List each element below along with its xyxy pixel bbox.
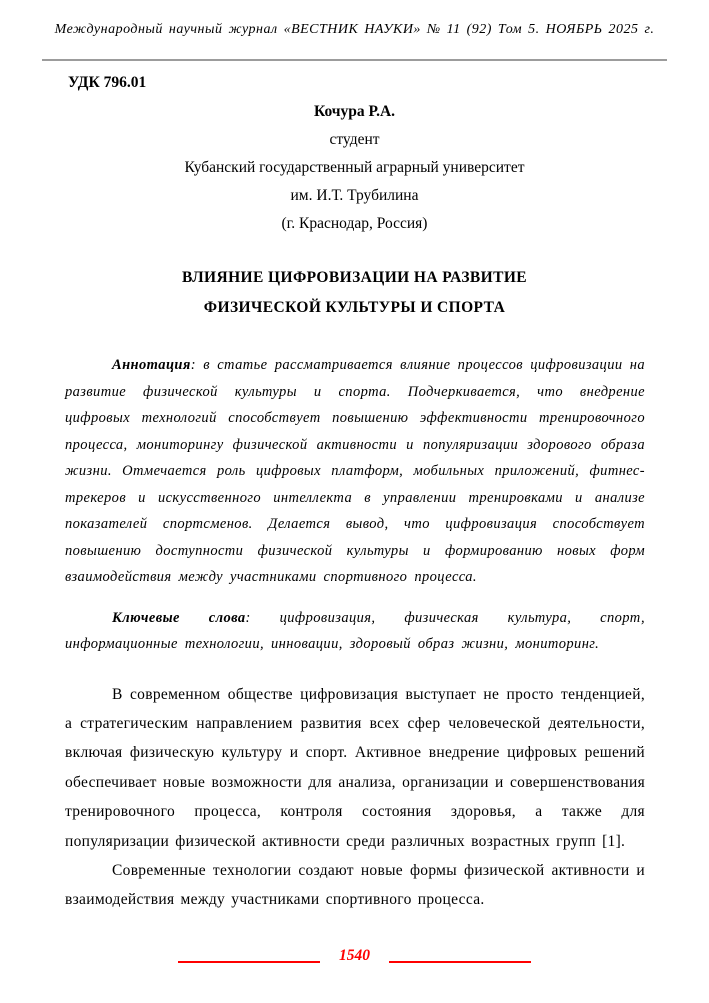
page-number: 1540 [339,947,370,964]
keywords-text: : цифровизация, физическая культура, спорт, информационные технологии, инновации, здоровый образ жизни, мониторинг. [65,609,646,652]
author-affiliation-line1: Кубанский государственный аграрный университет [184,159,525,176]
article-title-line2: ФИЗИЧЕСКОЙ КУЛЬТУРЫ И СПОРТА [203,299,506,316]
footer-rule-left [178,961,320,963]
author-block [0,98,709,238]
header-divider [42,59,667,61]
keywords-label: Ключевые слова [112,609,246,626]
abstract-label: Аннотация [112,357,191,373]
author-affiliation-line2: им. И.Т. Трубилина [290,187,419,204]
body-paragraph-1: В современном обществе цифровизация выступает не просто тенденцией, а стратегическим направлением развития всех сфер человеческой деятельности, включая физическую культуру и спорт. Активное внедрение цифровых решений обеспечивает новые возможности для анализа, организации и совершенствования тренировочного процесса, контроля состояния здоровья, а также для популяризации физической активности среди различных возрастных групп [1]. [65,685,645,850]
body-paragraph-2: Современные технологии создают новые формы физической активности и взаимодействия между участниками спортивного процесса. [65,861,645,909]
abstract-text: : в статье рассматривается влияние процессов цифровизации на развитие физической культуры и спорта. Подчеркивается, что внедрение цифровых технологий способствует повышению эффективности тренировочного процесса, мониторингу физической активности и популяризации здорового образа жизни. Отмечается роль цифровых платформ, мобильных приложений, фитнес-трекеров и искусственного интеллекта в управлении тренировками и анализе показателей спортсменов. Делается вывод, что цифровизация способствует повышению доступности физической культуры и формированию новых форм взаимодействия между участниками спортивного процесса. [65,357,645,585]
article-title [0,263,709,323]
author-location: (г. Краснодар, Россия) [281,215,428,232]
abstract-paragraph [65,352,645,591]
footer-rule-right [389,961,531,963]
article-title-line1: ВЛИЯНИЕ ЦИФРОВИЗАЦИИ НА РАЗВИТИЕ [181,269,528,286]
keywords-paragraph [65,605,645,658]
journal-header-text: Международный научный журнал «ВЕСТНИК НАУКИ» № 11 (92) Том 5. НОЯБРЬ 2025 г. [54,22,655,37]
udc-code: УДК 796.01 [68,74,147,91]
journal-header [0,0,709,38]
page-footer [0,947,709,965]
author-role: студент [329,131,380,148]
author-name: Кочура Р.А. [313,103,396,120]
